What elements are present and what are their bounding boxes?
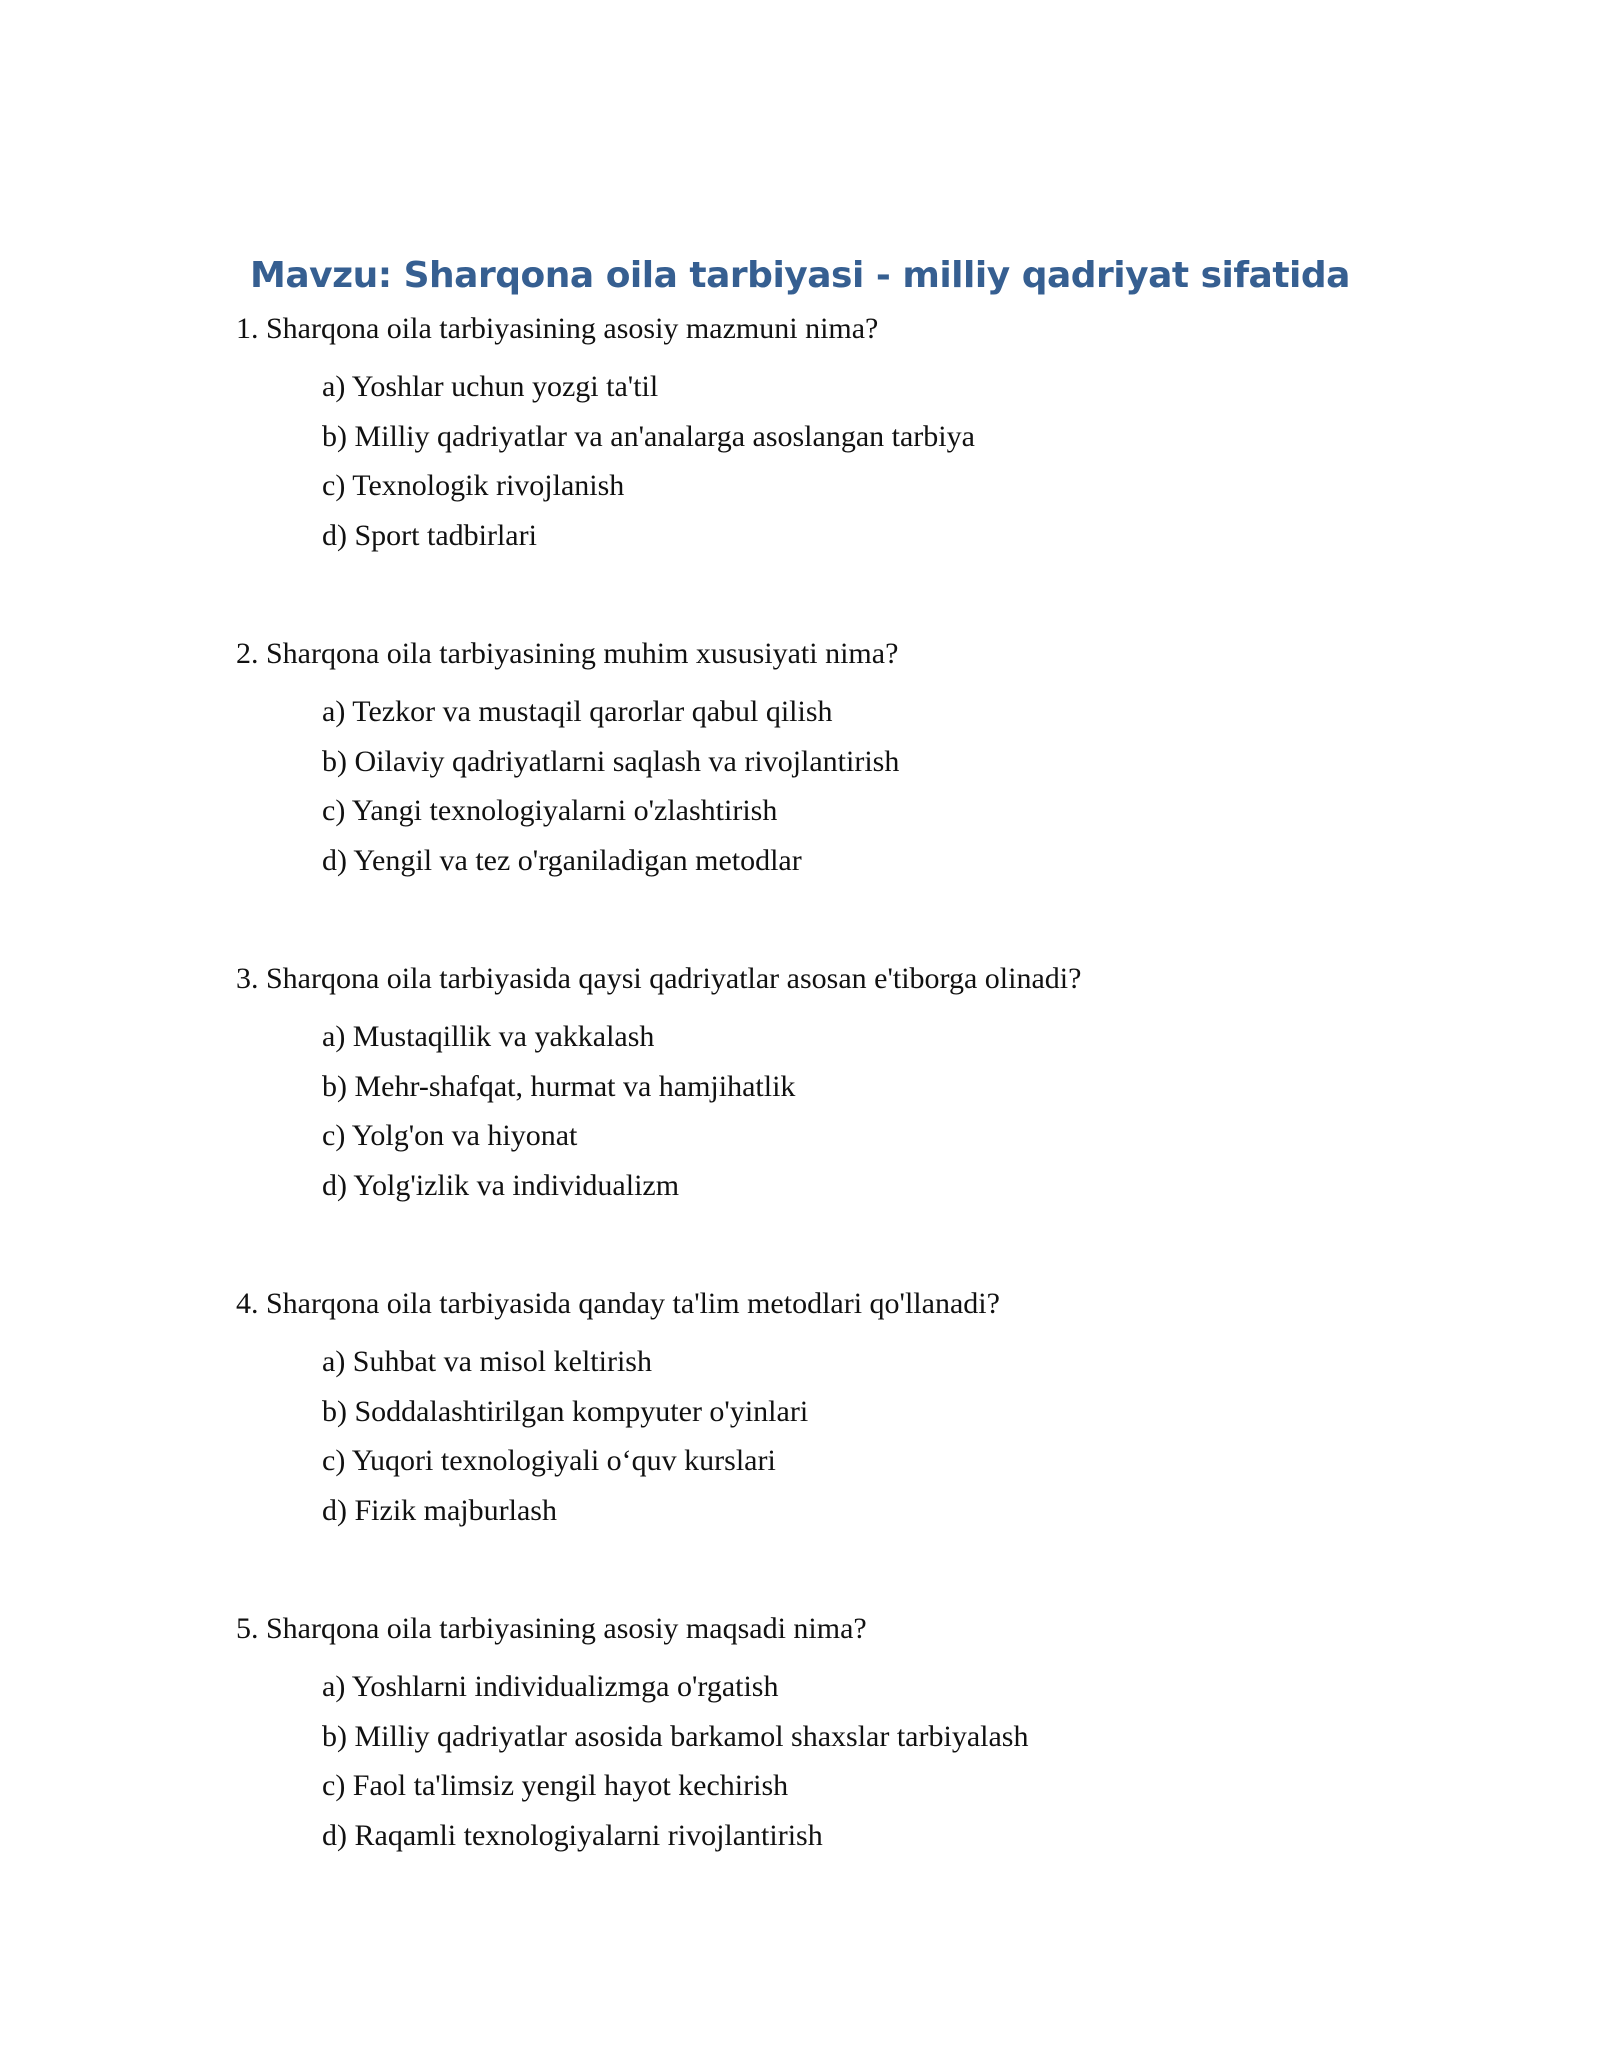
question-text: 3. Sharqona oila tarbiyasida qaysi qadriyatlar asosan e'tiborga olinadi?	[236, 962, 1082, 995]
option-item: c) Yuqori texnologiyali o‘quv kurslari	[322, 1444, 776, 1477]
option-list	[236, 1662, 1436, 1860]
question-list	[236, 304, 1436, 1929]
option-item: b) Milliy qadriyatlar asosida barkamol shaxslar tarbiyalash	[322, 1719, 1029, 1753]
option-item: c) Texnologik rivojlanish	[322, 469, 625, 502]
question-item	[236, 1279, 1436, 1535]
question-text: 4. Sharqona oila tarbiyasida qanday ta'lim metodlari qo'llanadi?	[236, 1287, 1000, 1320]
question-item	[236, 304, 1436, 560]
question-item	[236, 629, 1436, 885]
option-item: c) Yangi texnologiyalarni o'zlashtirish	[322, 794, 778, 827]
option-item: b) Oilaviy qadriyatlarni saqlash va rivojlantirish	[322, 744, 900, 778]
option-item: b) Soddalashtirilgan kompyuter o'yinlari	[322, 1394, 809, 1428]
question-text: 2. Sharqona oila tarbiyasining muhim xususiyati nima?	[236, 637, 899, 670]
option-item: a) Yoshlarni individualizmga o'rgatish	[322, 1670, 779, 1703]
question-item	[236, 1604, 1436, 1860]
option-item: d) Fizik majburlash	[322, 1493, 557, 1527]
option-item: c) Faol ta'limsiz yengil hayot kechirish	[322, 1769, 789, 1802]
option-item: d) Yengil va tez o'rganiladigan metodlar	[322, 843, 802, 877]
option-item: a) Yoshlar uchun yozgi ta'til	[322, 370, 659, 403]
option-item: a) Tezkor va mustaqil qarorlar qabul qilish	[322, 695, 833, 728]
option-item: b) Mehr-shafqat, hurmat va hamjihatlik	[322, 1069, 796, 1103]
option-item: c) Yolg'on va hiyonat	[322, 1119, 578, 1152]
option-item: d) Yolg'izlik va individualizm	[322, 1168, 680, 1202]
question-text: 1. Sharqona oila tarbiyasining asosiy mazmuni nima?	[236, 312, 879, 345]
question-text: 5. Sharqona oila tarbiyasining asosiy maqsadi nima?	[236, 1612, 867, 1645]
option-item: b) Milliy qadriyatlar va an'analarga asoslangan tarbiya	[322, 419, 975, 453]
option-list	[236, 1337, 1436, 1535]
option-item: a) Mustaqillik va yakkalash	[322, 1020, 655, 1053]
option-item: a) Suhbat va misol keltirish	[322, 1345, 652, 1378]
option-list	[236, 362, 1436, 560]
option-list	[236, 1012, 1436, 1210]
option-list	[236, 687, 1436, 885]
document-title: Mavzu: Sharqona oila tarbiyasi - milliy qadriyat sifatida	[250, 255, 1350, 296]
option-item: d) Raqamli texnologiyalarni rivojlantirish	[322, 1818, 823, 1852]
question-item	[236, 954, 1436, 1210]
option-item: d) Sport tadbirlari	[322, 518, 537, 552]
